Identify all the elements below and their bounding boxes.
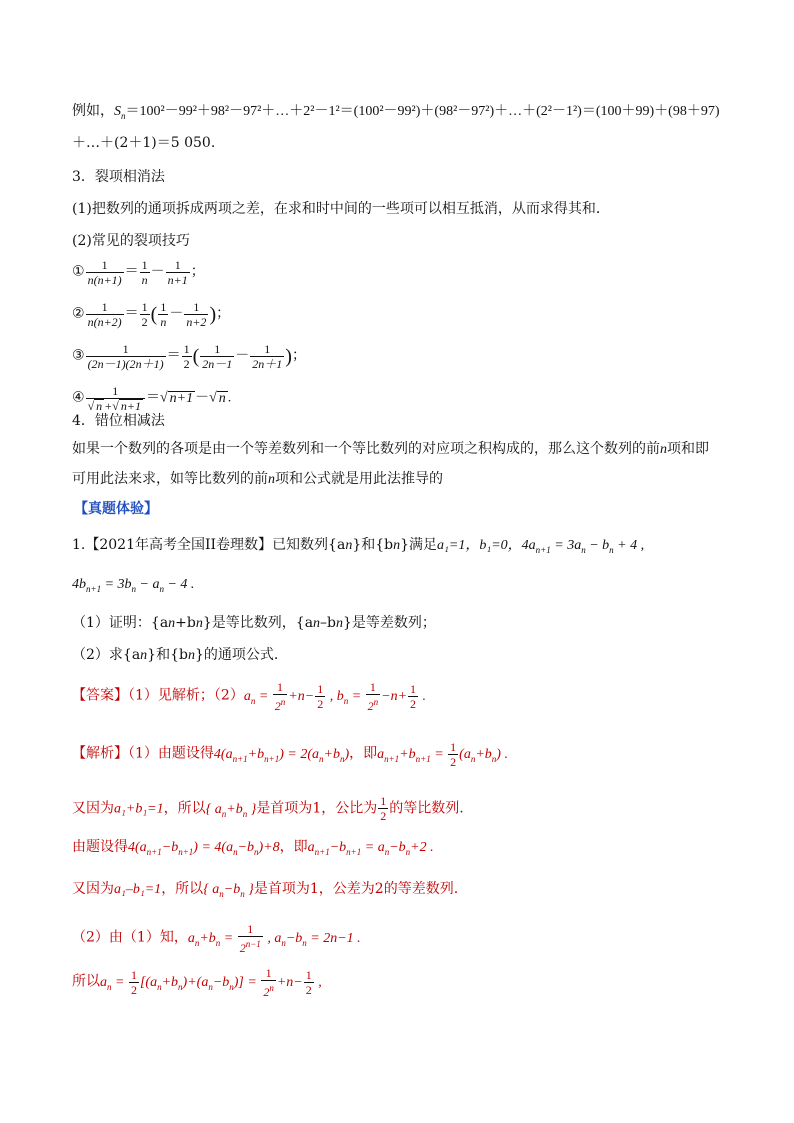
section-4-title: 4．错位相减法 [72,413,165,429]
section-3-title: 3．裂项相消法 [72,169,165,185]
jiexi-line-5: （2）由（1）知，$a_n+b_n$ = $\frac{1}{2^{n-1}}$ , $a_n-b_n = 2n-1$ . [72,922,361,955]
answer-line: 【答案】（1）见解析；$(2)a_n$ = $\frac{1}{2^n}$ +n− $\frac{1}{2}$ , $b_n$ = $\frac{1}{2^n}$ −n+ $\frac{1}{2}$ . [72,680,427,713]
answer-label: 【答案】 [72,687,128,704]
recurrence-a: $4a_{n+1} = 3a_n - b_n + 4$ , [521,538,645,555]
tip-1: ① $\frac{1}{n(n+1)}$ ＝ $\frac{1}{n}$ － $\frac{1}{n+1}$ ； [72,258,205,287]
jiexi-line-4: 又因为a₁–b₁=1，所以{ $a_n-b_n$ }是首项为1，公差为2的等差数列. [72,881,459,899]
example-prefix: 例如， [72,103,114,119]
recurrence-b: $4b_{n+1} = 3b_n - a_n - 4$ . [72,577,195,594]
tip-marker-1: ① [72,264,85,280]
question-1-line-1: 1.【2021年高考全国II卷理数】已知数列{an}和{bn}满足a₁=1，b₁=0，$4a_{n+1} = 3a_n - b_n + 4$ , [72,537,645,555]
question-1-part-2: （2）求{an}和{bn}的通项公式. [72,647,279,663]
tip-marker-2: ② [72,306,85,322]
jiexi-line-1: 【解析】（1）由题设得$4(a_{n+1}+b_{n+1}) = 2(a_n+b_n)$，即$a_{n+1}+b_{n+1}$ = $\frac{1}{2}$ $(a_n+b_n)$ . [72,740,508,769]
question-1-part-1: （1）证明：{an+bn}是等比数列，{an–bn}是等差数列； [72,615,436,631]
zhenti-label: 【真题体验】 [74,501,158,517]
tip-2: ② $\frac{1}{n(n+2)}$ ＝ $\frac{1}{2}$ ( $\frac{1}{n}$ － $\frac{1}{n+2}$ )； [72,300,231,329]
jiexi-line-2: 又因为a₁+b₁=1，所以{ $a_n+b_n$ }是首项为1，公比为 $\frac{1}{2}$ 的等比数列. [72,794,464,823]
section-3-paragraph-1: (1)把数列的通项拆成两项之差，在求和时中间的一些项可以相互抵消，从而求得其和． [72,201,610,217]
example-line-2: ＋…＋(2＋1)＝5 050. [72,135,216,151]
jiexi-label: 【解析】 [72,745,128,762]
question-source: 【2021年高考全国II卷理数】 [85,537,273,553]
example-formula: $S_n=100^2-99^2+98^2-97^2+\dots+2^2-1^2=(100^2-99^2)+(98^2-97^2)+\dots+(2^2-1^2)=(100+99)+(98+97)$ [114,104,720,121]
example-line-1 [72,102,720,125]
question-conditions: a₁=1，b₁=0， [437,538,522,553]
answer-formula: $a_n$ = $\frac{1}{2^n}$ +n− $\frac{1}{2}$ , $b_n$ = $\frac{1}{2^n}$ −n+ $\frac{1}{2}$ . [243,680,427,713]
tip-3: ③ $\frac{1}{(2n-1)(2n+1)}$ ＝ $\frac{1}{2}$ ( $\frac{1}{2n-1}$ － $\frac{1}{2n+1}$ )； [72,342,306,371]
tip-marker-4: ④ [72,390,85,406]
section-3-paragraph-2: (2)常见的裂项技巧 [72,233,190,249]
jiexi-line-6: 所以$a_n$ = $\frac{1}{2}$ $[(a_n+b_n)+(a_n-b_n)]$ = $\frac{1}{2^n}$ +n− $\frac{1}{2}$ , [72,966,322,999]
tip-4: ④ $\frac{1}{√ n +√ n+1}$ ＝√ n+1 －√ n . [72,384,232,413]
section-4-paragraph-2: 可用此法来求，如等比数列的前n项和公式就是用此法推导的 [72,471,443,487]
tip-marker-3: ③ [72,348,85,364]
section-4-paragraph-1: 如果一个数列的各项是由一个等差数列和一个等比数列的对应项之积构成的，那么这个数列的前n项和即 [72,441,709,457]
jiexi-line-3: 由题设得$4(a_{n+1}-b_{n+1}) = 4(a_n-b_n)+8$，即$a_{n+1}-b_{n+1} = a_n-b_n+2$ . [72,839,434,857]
